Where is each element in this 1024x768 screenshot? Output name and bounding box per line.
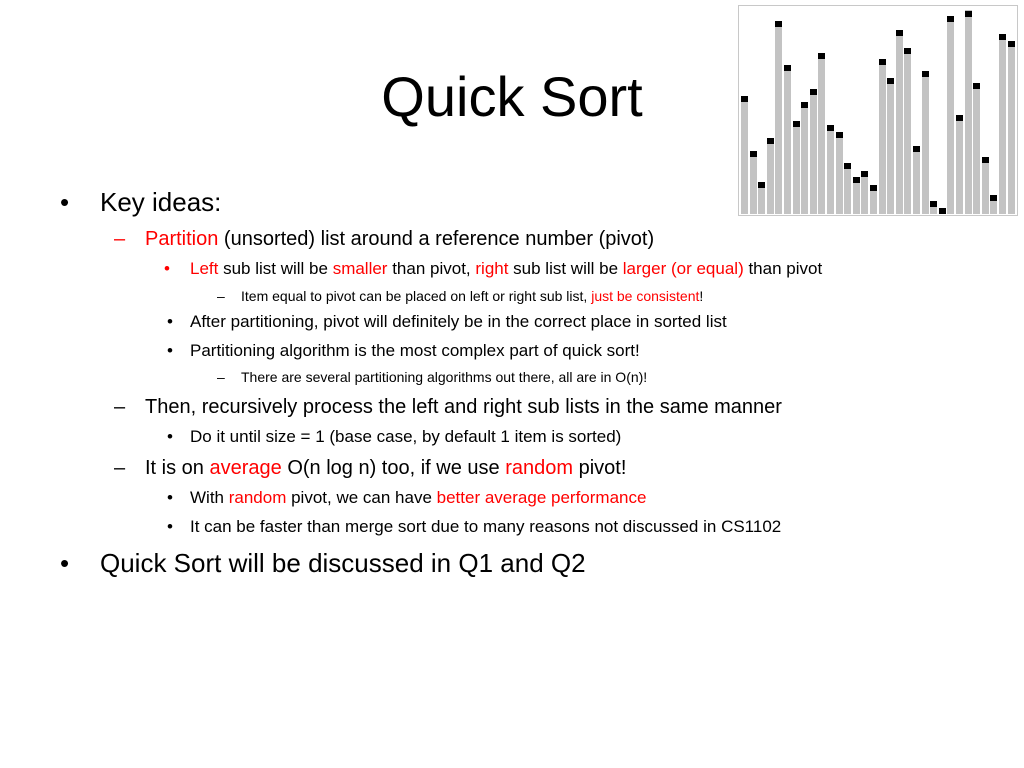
sort-marker [870, 185, 877, 191]
slide-title: Quick Sort [381, 65, 643, 128]
dash-marker: – [217, 369, 225, 385]
bullet-text: After partitioning, pivot will definitely be in the correct place in sorted list [190, 312, 727, 331]
sort-marker [758, 182, 765, 188]
sort-marker [818, 53, 825, 59]
sort-bar [810, 92, 817, 214]
bullet-marker: • [167, 517, 173, 536]
sort-bar [767, 141, 774, 214]
plain-text: ! [699, 288, 704, 304]
sort-bar [887, 81, 894, 214]
plain-text: sub list will be [218, 259, 333, 278]
sort-bar [793, 124, 800, 214]
emphasis-text: smaller [332, 259, 388, 278]
sort-marker [853, 177, 860, 183]
sort-bar [853, 180, 860, 214]
sort-marker [939, 208, 946, 214]
sort-marker [844, 163, 851, 169]
plain-text: (unsorted) list around a reference number (pivot) [218, 228, 655, 250]
sort-marker [784, 65, 791, 71]
sort-marker [861, 171, 868, 177]
sort-marker [793, 121, 800, 127]
bullet-marker: • [60, 548, 70, 578]
sort-marker [767, 138, 774, 144]
emphasis-text: random [228, 488, 287, 507]
plain-text: sub list will be [508, 259, 623, 278]
dash-marker: – [114, 228, 126, 250]
sort-marker [741, 96, 748, 102]
sort-bar [913, 149, 920, 214]
plain-text: It is on [145, 457, 210, 479]
bullet-text [190, 488, 646, 508]
bullet-marker: • [167, 312, 173, 331]
sort-bar [818, 58, 825, 214]
plain-text: With [190, 488, 229, 507]
bullet-text [145, 227, 654, 251]
sort-marker [999, 34, 1006, 40]
emphasis-text: random [505, 457, 574, 479]
sort-marker [896, 30, 903, 36]
plain-text: than pivot, [387, 259, 476, 278]
bullet-marker: • [167, 488, 173, 507]
sort-marker [930, 201, 937, 207]
plain-text: O(n log n) too, if we use [281, 457, 506, 479]
sort-bar [775, 21, 782, 214]
bullet-marker: • [167, 427, 173, 446]
sort-bar [861, 174, 868, 214]
bullet-text: Then, recursively process the left and right sub lists in the same manner [145, 396, 782, 418]
sort-bar [844, 166, 851, 214]
emphasis-text: just be consistent [591, 288, 700, 304]
bullet-text: Partitioning algorithm is the most complex part of quick sort! [190, 341, 640, 360]
emphasis-text: Partition [145, 228, 219, 250]
dash-marker: – [114, 396, 126, 418]
sort-marker [801, 102, 808, 108]
sort-bar [1008, 44, 1015, 214]
emphasis-text: right [475, 259, 509, 278]
sort-marker [973, 83, 980, 89]
emphasis-text: larger (or equal) [622, 259, 744, 278]
sort-bar [999, 37, 1006, 214]
sort-bar [784, 69, 791, 214]
plain-text: pivot! [573, 457, 627, 479]
sort-bar [947, 19, 954, 214]
sort-marker [913, 146, 920, 152]
bullet-marker: • [60, 187, 70, 217]
bullet-text [241, 287, 703, 305]
emphasis-text: Left [190, 259, 219, 278]
sort-marker [887, 78, 894, 84]
bullet-text [145, 456, 626, 480]
sort-marker [810, 89, 817, 95]
sort-bar [879, 62, 886, 214]
plain-text: than pivot [743, 259, 823, 278]
sort-marker [922, 71, 929, 77]
plain-text: pivot, we can have [286, 488, 437, 507]
sort-marker [947, 16, 954, 22]
dash-marker: – [217, 288, 225, 304]
sort-bar [922, 74, 929, 214]
dash-marker: – [114, 457, 126, 479]
sort-marker [836, 132, 843, 138]
sort-marker [827, 125, 834, 131]
bullet-text [190, 259, 822, 279]
sort-bar [758, 185, 765, 214]
sort-marker [775, 21, 782, 27]
sort-bar [973, 86, 980, 214]
sort-bar [801, 105, 808, 214]
bullet-text: Key ideas: [100, 187, 222, 217]
bullet-text: Quick Sort will be discussed in Q1 and Q2 [100, 548, 586, 578]
sort-bar [741, 99, 748, 214]
sort-bar [956, 118, 963, 214]
emphasis-text: better average performance [436, 488, 647, 507]
sort-marker [965, 11, 972, 17]
sort-bar [982, 160, 989, 214]
sort-bar [870, 188, 877, 214]
sort-bar [827, 128, 834, 214]
sort-bar [836, 135, 843, 214]
sort-marker [1008, 41, 1015, 47]
bullet-marker: • [167, 341, 173, 360]
quicksort-visualization [738, 5, 1018, 216]
bullet-text: It can be faster than merge sort due to many reasons not discussed in CS1102 [190, 517, 782, 536]
sort-marker [982, 157, 989, 163]
bullet-text: There are several partitioning algorithms out there, all are in O(n)! [241, 369, 648, 385]
bullet-marker: • [164, 259, 170, 278]
sort-bar [896, 33, 903, 214]
sort-bar [965, 10, 972, 214]
sort-marker [956, 115, 963, 121]
sort-bar [750, 154, 757, 214]
plain-text: Item equal to pivot can be placed on left or right sub list, [241, 288, 592, 304]
emphasis-text: average [209, 457, 282, 479]
sort-marker [750, 151, 757, 157]
sort-marker [879, 59, 886, 65]
sort-bar [904, 51, 911, 214]
sort-marker [990, 195, 997, 201]
bullet-text: Do it until size = 1 (base case, by default 1 item is sorted) [190, 427, 622, 446]
sort-marker [904, 48, 911, 54]
